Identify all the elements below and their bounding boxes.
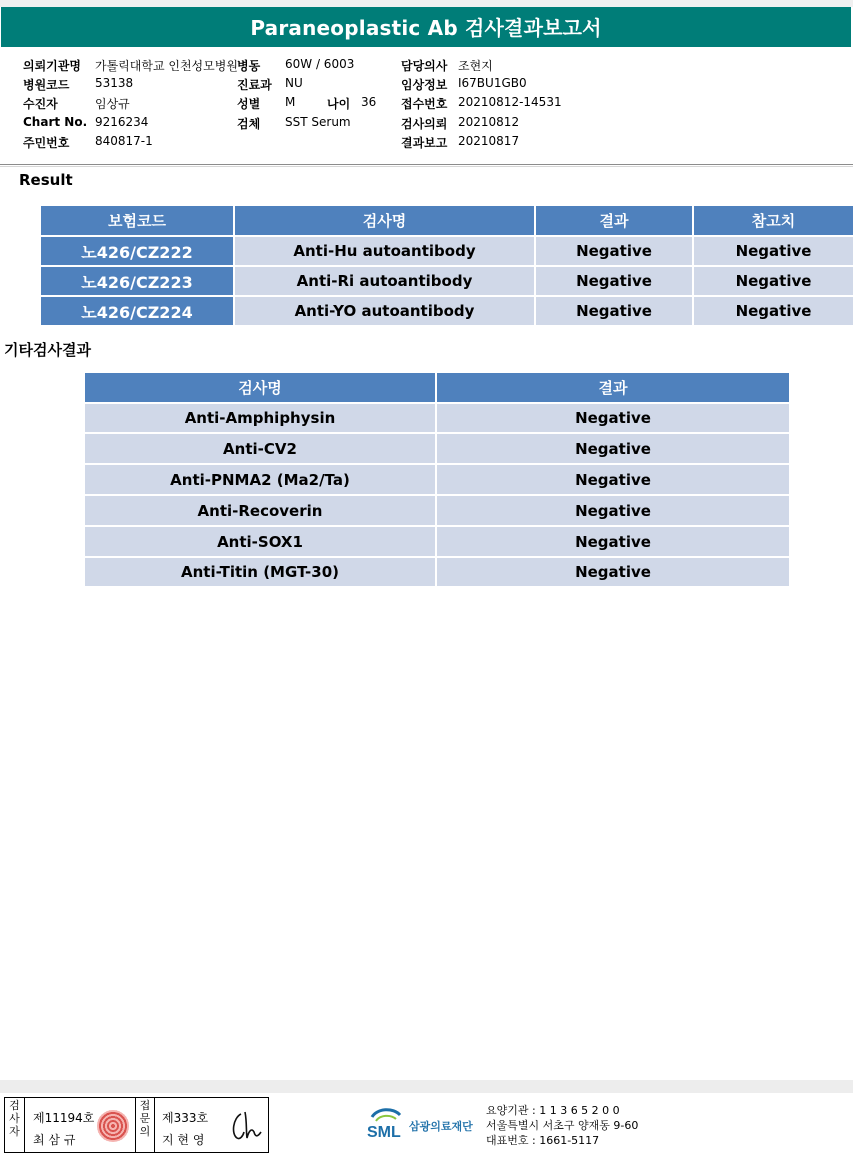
reference-cell: Negative <box>693 296 853 326</box>
age-label: 나이 <box>327 97 351 111</box>
specimen-value: SST Serum <box>285 115 351 129</box>
column-header-result: 결과 <box>436 372 790 403</box>
reference-cell: Negative <box>693 236 853 266</box>
chart-label: Chart No. <box>23 115 88 129</box>
test-name-cell: Anti-Hu autoantibody <box>234 236 535 266</box>
patient-label: 수진자 <box>23 97 58 111</box>
signature-icon <box>227 1106 265 1144</box>
result-header-row <box>40 205 853 236</box>
sex-label: 성별 <box>237 97 261 111</box>
id-label: 주민번호 <box>23 136 70 150</box>
doctor-label: 담당의사 <box>401 59 448 73</box>
table-row <box>84 495 790 526</box>
org-name: 삼광의료재단 <box>409 1120 473 1133</box>
result-cell: Negative <box>436 403 790 433</box>
report-value: 20210817 <box>458 134 520 148</box>
table-row <box>84 526 790 557</box>
clinical-value: I67BU1GB0 <box>458 76 527 90</box>
result-cell: Negative <box>535 296 693 326</box>
test-name-cell: Anti-Recoverin <box>84 495 436 526</box>
examiner-name: 최 삼 규 <box>33 1133 76 1147</box>
result-cell: Negative <box>436 526 790 557</box>
column-header-test-name: 검사명 <box>84 372 436 403</box>
insurance-code-cell: 노426/CZ224 <box>40 296 234 326</box>
sml-logo-icon <box>366 1103 406 1143</box>
test-name-cell: Anti-SOX1 <box>84 526 436 557</box>
top-strip <box>0 0 853 7</box>
column-header-insurance-code: 보험코드 <box>40 205 234 236</box>
examiner-number: 제11194호 <box>33 1111 95 1125</box>
column-header-test-name: 검사명 <box>234 205 535 236</box>
test-name-cell: Anti-Titin (MGT-30) <box>84 557 436 587</box>
result-cell: Negative <box>535 266 693 296</box>
result-cell: Negative <box>436 495 790 526</box>
logo-text: SML <box>367 1124 401 1141</box>
id-value: 840817-1 <box>95 134 153 148</box>
receipt-label: 접수번호 <box>401 97 448 111</box>
other-results-table <box>83 371 791 588</box>
institution-label: 의뢰기관명 <box>23 59 81 73</box>
table-row <box>84 433 790 464</box>
org-address-block <box>486 1103 638 1148</box>
age-value: 36 <box>361 95 377 109</box>
result-cell: Negative <box>535 236 693 266</box>
dept-label: 진료과 <box>237 78 272 92</box>
doctor-value: 조현지 <box>458 59 493 73</box>
test-name-cell: Anti-PNMA2 (Ma2/Ta) <box>84 464 436 495</box>
result-cell: Negative <box>436 464 790 495</box>
patient-info <box>0 52 853 162</box>
insurance-code-cell: 노426/CZ223 <box>40 266 234 296</box>
table-row <box>84 403 790 433</box>
reference-cell: Negative <box>693 266 853 296</box>
hospital-code-label: 병원코드 <box>23 78 70 92</box>
institution-value: 가톨릭대학교 인천성모병원 <box>95 59 238 73</box>
receipt-value: 20210812-14531 <box>458 95 562 109</box>
report-label: 결과보고 <box>401 136 448 150</box>
insurance-code-cell: 노426/CZ222 <box>40 236 234 266</box>
hospital-code-value: 53138 <box>95 76 134 90</box>
other-header-row <box>84 372 790 403</box>
table-row <box>84 557 790 587</box>
result-table <box>39 204 853 327</box>
org-code: 요양기관 : 1 1 3 6 5 2 0 0 <box>486 1104 620 1117</box>
sex-value: M <box>285 95 296 109</box>
consult-name: 지 현 영 <box>162 1133 205 1147</box>
test-name-cell: Anti-Ri autoantibody <box>234 266 535 296</box>
report-footer <box>0 1093 853 1161</box>
seal-icon <box>97 1110 129 1142</box>
dept-value: NU <box>285 76 303 90</box>
patient-value: 임상규 <box>95 97 130 111</box>
clinical-label: 임상정보 <box>401 78 448 92</box>
column-header-result: 결과 <box>535 205 693 236</box>
ward-label: 병동 <box>237 59 261 73</box>
test-name-cell: Anti-CV2 <box>84 433 436 464</box>
test-name-cell: Anti-YO autoantibody <box>234 296 535 326</box>
chart-value: 9216234 <box>95 115 149 129</box>
result-cell: Negative <box>436 433 790 464</box>
other-section-title: 기타검사결과 <box>4 341 91 359</box>
examiner-label: 검사자 <box>5 1098 25 1152</box>
org-phone: 대표번호 : 1661-5117 <box>486 1134 600 1147</box>
consult-label: 접문의 <box>135 1098 155 1152</box>
result-cell: Negative <box>436 557 790 587</box>
request-label: 검사의뢰 <box>401 117 448 131</box>
signature-box <box>4 1097 269 1153</box>
result-section-title: Result <box>19 171 73 189</box>
table-row <box>84 464 790 495</box>
table-row <box>40 296 853 326</box>
consult-number: 제333호 <box>162 1111 209 1125</box>
ward-value: 60W / 6003 <box>285 57 355 71</box>
table-row <box>40 266 853 296</box>
divider <box>0 166 853 167</box>
test-name-cell: Anti-Amphiphysin <box>84 403 436 433</box>
column-header-reference: 참고치 <box>693 205 853 236</box>
specimen-label: 검체 <box>237 117 261 131</box>
org-address: 서울특별시 서초구 양재동 9-60 <box>486 1119 639 1132</box>
table-row <box>40 236 853 266</box>
divider <box>0 164 853 165</box>
report-title: Paraneoplastic Ab 검사결과보고서 <box>1 7 851 47</box>
footer-separator <box>0 1080 853 1093</box>
request-value: 20210812 <box>458 115 520 129</box>
